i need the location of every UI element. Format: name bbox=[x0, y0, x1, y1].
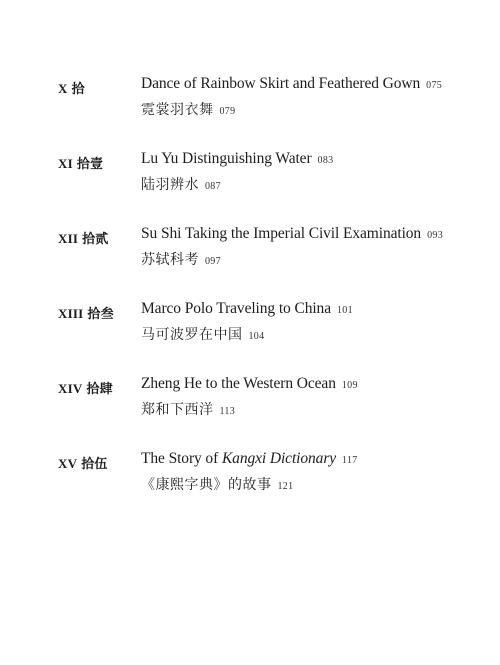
page-number: 104 bbox=[248, 331, 265, 342]
page-number: 087 bbox=[205, 181, 221, 192]
title-prefix: The Story of bbox=[141, 450, 222, 467]
chinese-numeral: 拾伍 bbox=[81, 456, 108, 471]
chapter-title-english[interactable]: Dance of Rainbow Skirt and Feathered Gown bbox=[141, 75, 421, 92]
chapter-number bbox=[58, 153, 103, 172]
page-number: 109 bbox=[341, 380, 358, 391]
page-number: 097 bbox=[205, 256, 221, 267]
page-number: 117 bbox=[342, 455, 358, 466]
chinese-numeral: 拾壹 bbox=[76, 156, 104, 171]
chapter-number bbox=[58, 228, 109, 247]
chapter-title-chinese[interactable]: 苏轼科考 bbox=[141, 253, 199, 268]
page-number: 075 bbox=[426, 80, 443, 91]
chapter-number bbox=[58, 78, 85, 97]
page-number: 093 bbox=[427, 230, 443, 241]
chinese-numeral: 拾贰 bbox=[82, 231, 109, 246]
chapter-title-chinese[interactable]: 《康熙字典》的故事 bbox=[141, 478, 272, 493]
chinese-numeral: 拾 bbox=[71, 81, 85, 96]
roman-numeral: XI bbox=[58, 156, 73, 171]
roman-numeral: XIII bbox=[58, 306, 84, 321]
chapter-number bbox=[58, 303, 114, 322]
page-number: 121 bbox=[277, 481, 294, 492]
page-number: 083 bbox=[317, 155, 334, 166]
chapter-title-chinese[interactable]: 霓裳羽衣舞 bbox=[141, 103, 214, 118]
chapter-number bbox=[58, 378, 113, 397]
chapter-title-english[interactable]: Marco Polo Traveling to China bbox=[141, 300, 331, 317]
chapter-number bbox=[58, 453, 108, 472]
roman-numeral: XV bbox=[58, 456, 78, 471]
page-number: 079 bbox=[219, 106, 236, 117]
page-number: 101 bbox=[337, 305, 353, 316]
chapter-title-chinese[interactable]: 陆羽辨水 bbox=[141, 178, 199, 193]
page-number: 113 bbox=[219, 406, 236, 417]
roman-numeral: X bbox=[58, 81, 68, 96]
chapter-title-chinese[interactable]: 郑和下西洋 bbox=[141, 403, 214, 418]
book-title: Kangxi Dictionary bbox=[221, 450, 337, 467]
chinese-numeral: 拾肆 bbox=[86, 381, 113, 396]
chapter-title-english[interactable]: Su Shi Taking the Imperial Civil Examination bbox=[141, 225, 422, 242]
chapter-title-chinese[interactable]: 马可波罗在中国 bbox=[141, 328, 243, 343]
roman-numeral: XIV bbox=[58, 381, 83, 396]
chapter-title-english[interactable] bbox=[141, 450, 336, 467]
chapter-title-english[interactable]: Lu Yu Distinguishing Water bbox=[141, 150, 312, 167]
chinese-numeral: 拾叁 bbox=[87, 306, 114, 321]
roman-numeral: XII bbox=[58, 231, 79, 246]
chapter-title-english[interactable]: Zheng He to the Western Ocean bbox=[141, 375, 336, 392]
